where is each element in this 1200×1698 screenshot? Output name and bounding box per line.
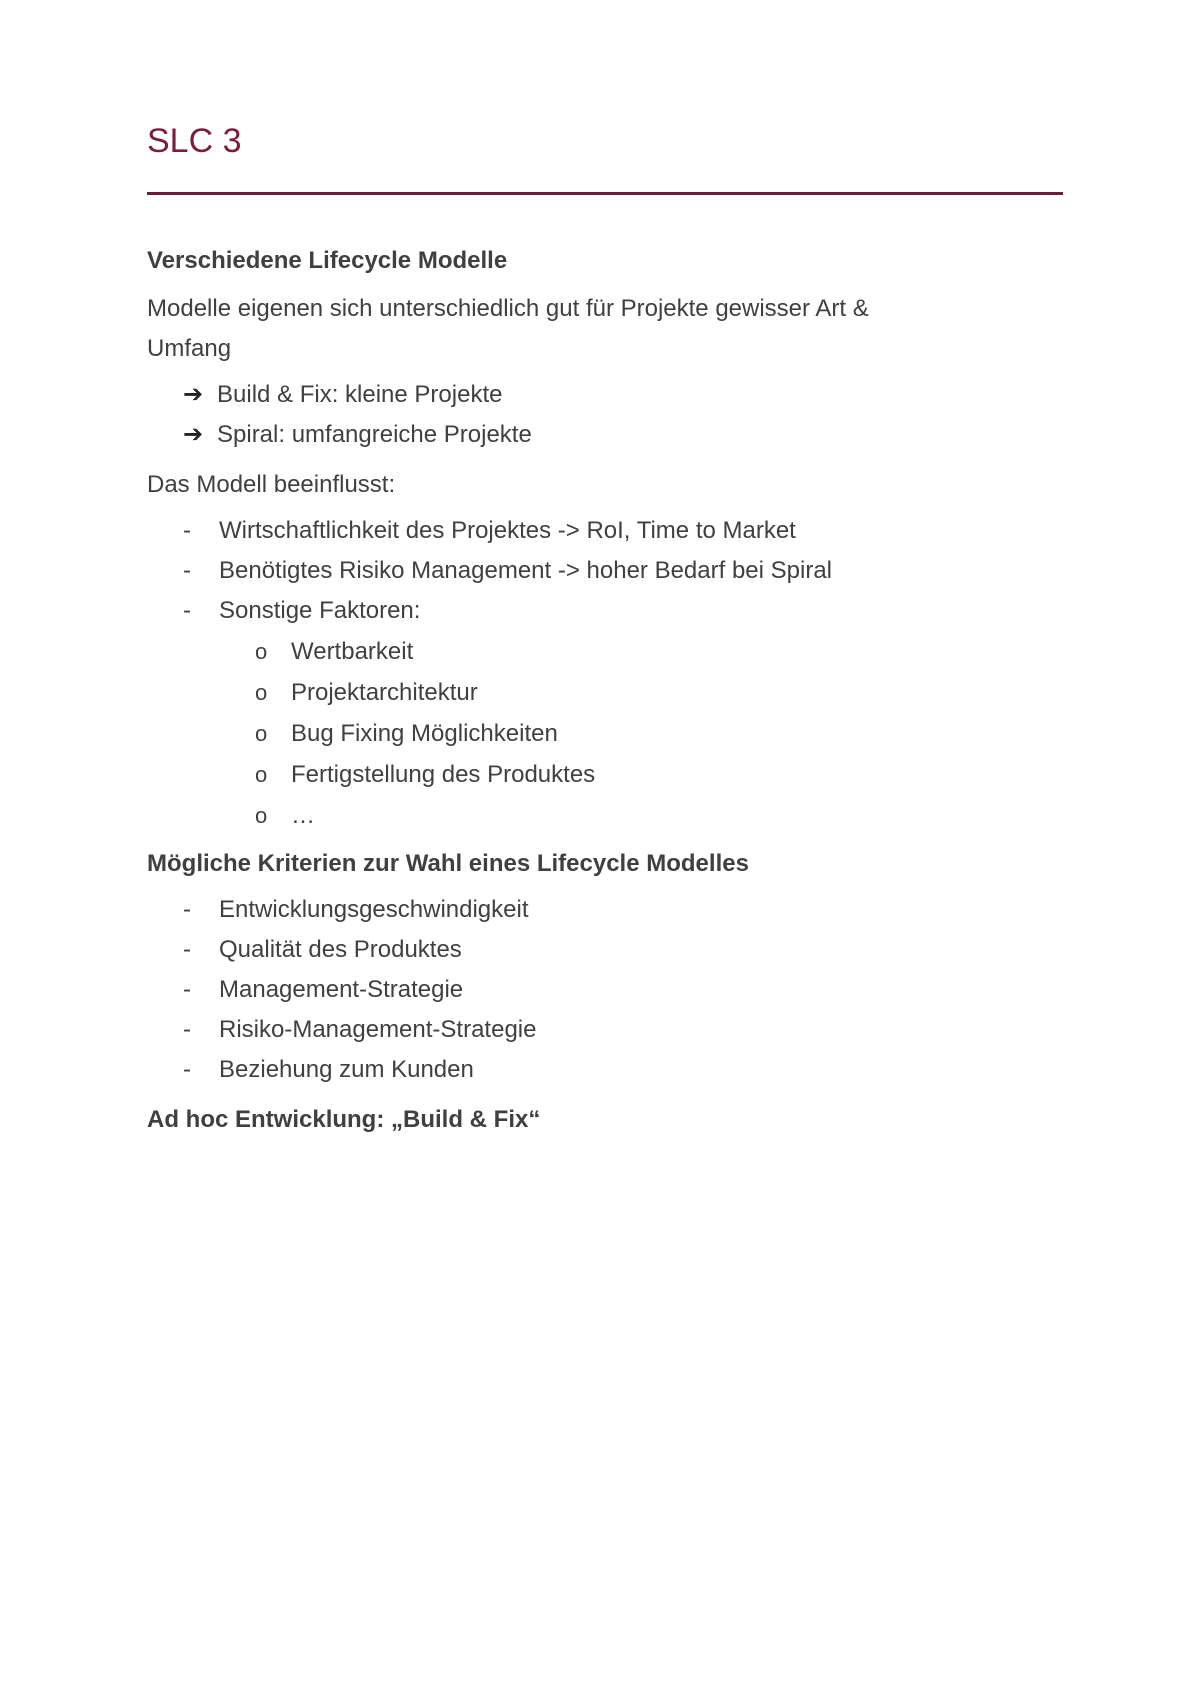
dash-bullet-icon: -: [183, 1016, 191, 1043]
circle-bullet-icon: o: [255, 803, 268, 828]
list-item-text: Wertbarkeit: [291, 638, 414, 665]
list-item: [255, 672, 1063, 713]
criteria-list: [147, 890, 1063, 1090]
page-title: SLC 3: [147, 122, 242, 160]
dash-bullet-icon: -: [183, 597, 191, 624]
influence-list: [147, 511, 1063, 836]
arrow-list: [147, 375, 1063, 455]
list-item: [255, 754, 1063, 795]
list-item: [183, 1050, 1063, 1090]
list-item-text: Bug Fixing Möglichkeiten: [291, 720, 558, 747]
arrow-right-icon: ➔: [183, 381, 204, 408]
list-item-text: Beziehung zum Kunden: [219, 1056, 474, 1083]
intro-line-2: Umfang: [147, 335, 232, 362]
list-item-text: Benötigtes Risiko Management -> hoher Bedarf bei Spiral: [219, 557, 833, 584]
circle-bullet-icon: o: [255, 639, 268, 664]
list-item-text: Wirtschaftlichkeit des Projektes -> RoI, Time to Market: [219, 517, 796, 544]
document-page: [147, 118, 1063, 1136]
dash-bullet-icon: -: [183, 976, 191, 1003]
circle-bullet-icon: o: [255, 721, 268, 746]
list-item-text: Entwicklungsgeschwindigkeit: [219, 896, 529, 923]
arrow-right-icon: ➔: [183, 421, 204, 448]
dash-bullet-icon: -: [183, 557, 191, 584]
list-item-text: Risiko-Management-Strategie: [219, 1016, 537, 1043]
list-item: [183, 415, 1063, 455]
title-divider: [147, 192, 1063, 195]
list-item-text: Management-Strategie: [219, 976, 464, 1003]
list-item: [183, 511, 1063, 551]
other-factors-list: [183, 631, 1063, 836]
list-item: [183, 1010, 1063, 1050]
influence-label: Das Modell beeinflusst:: [147, 471, 396, 498]
list-item-text: Build & Fix: kleine Projekte: [217, 381, 503, 408]
list-item: [183, 890, 1063, 930]
list-item-text: Projektarchitektur: [291, 679, 478, 706]
list-item: [183, 970, 1063, 1010]
list-item: [183, 591, 1063, 836]
intro-line-1: Modelle eigenen sich unterschiedlich gut für Projekte gewisser Art &: [147, 295, 869, 322]
circle-bullet-icon: o: [255, 680, 268, 705]
section-heading-lifecycle: Verschiedene Lifecycle Modelle: [147, 247, 508, 274]
dash-bullet-icon: -: [183, 1056, 191, 1083]
list-item-text: Sonstige Faktoren:: [219, 597, 421, 624]
list-item: [183, 930, 1063, 970]
list-item: [183, 551, 1063, 591]
dash-bullet-icon: -: [183, 936, 191, 963]
list-item: [255, 713, 1063, 754]
list-item: [255, 795, 1063, 836]
dash-bullet-icon: -: [183, 517, 191, 544]
dash-bullet-icon: -: [183, 896, 191, 923]
list-item-text: …: [291, 802, 315, 829]
list-item-text: Spiral: umfangreiche Projekte: [217, 421, 532, 448]
section-heading-criteria: Mögliche Kriterien zur Wahl eines Lifecycle Modelles: [147, 850, 749, 877]
section-heading-adhoc: Ad hoc Entwicklung: „Build & Fix“: [147, 1106, 541, 1133]
circle-bullet-icon: o: [255, 762, 268, 787]
list-item: [183, 375, 1063, 415]
list-item: [255, 631, 1063, 672]
list-item-text: Fertigstellung des Produktes: [291, 761, 596, 788]
list-item-text: Qualität des Produktes: [219, 936, 462, 963]
